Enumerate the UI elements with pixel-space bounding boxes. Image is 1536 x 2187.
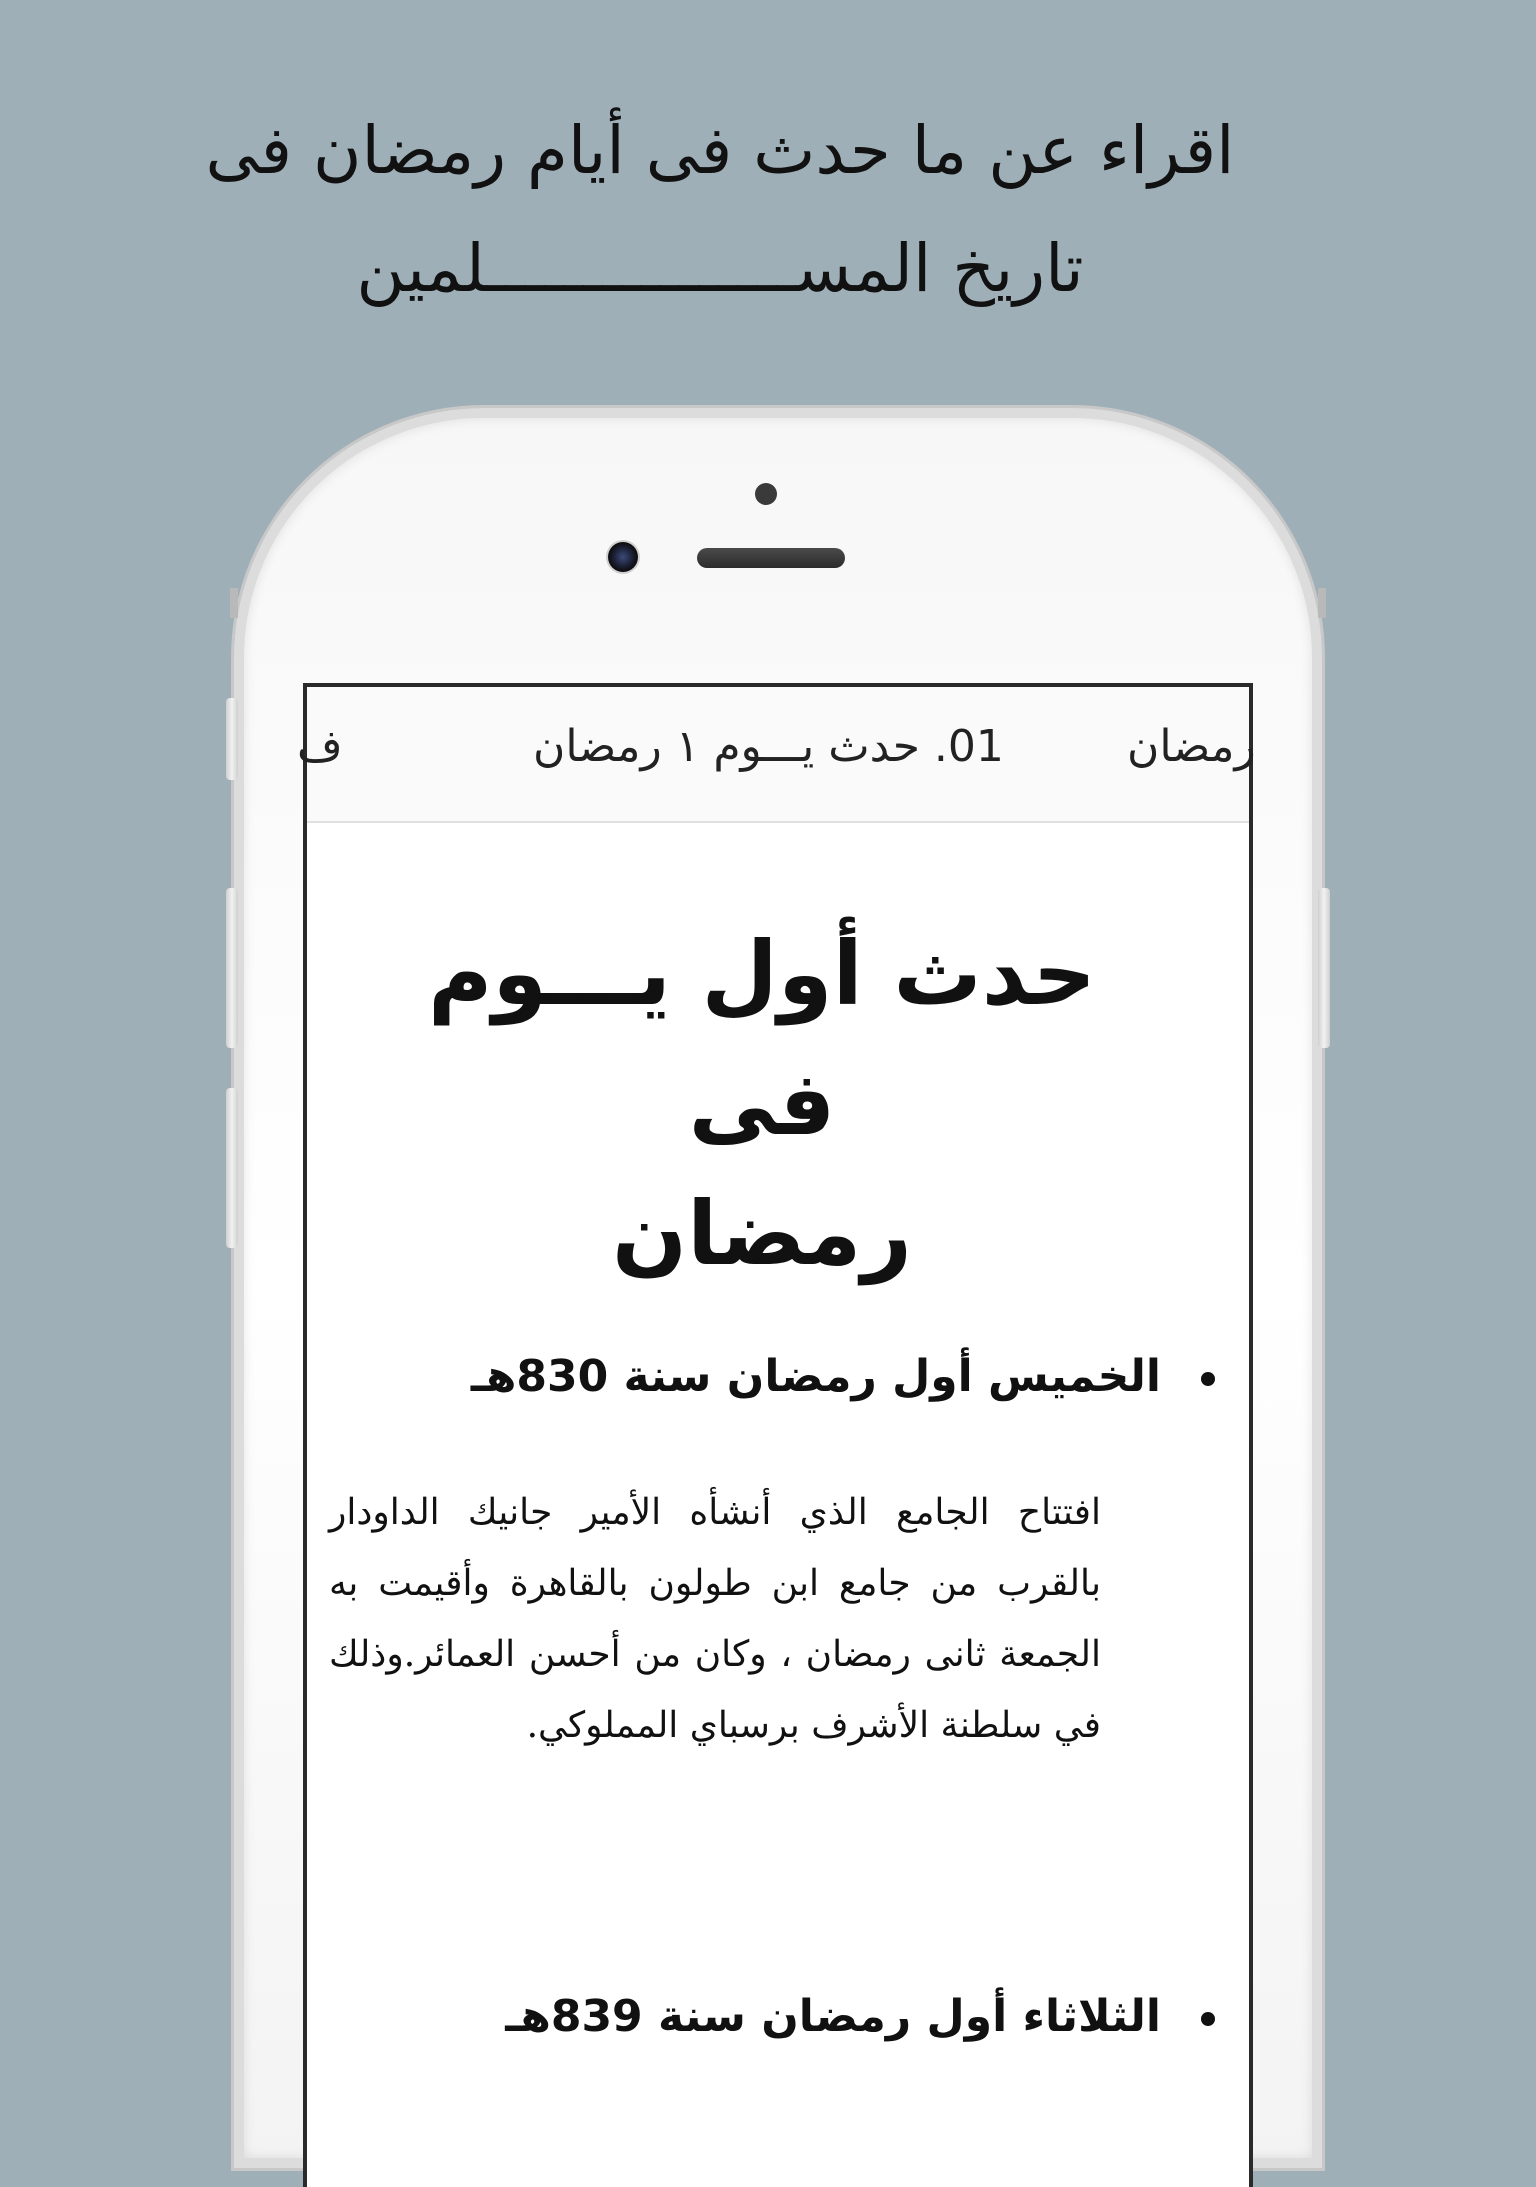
article-title-line1: حدث أول يـــوم فى — [427, 922, 1097, 1155]
entry-heading — [505, 1991, 1215, 2042]
tab-next-chapter[interactable]: ف — [297, 721, 343, 772]
tab-previous-chapter[interactable]: رمضان — [1127, 721, 1256, 772]
volume-down-button — [226, 1088, 238, 1248]
volume-up-button — [226, 888, 238, 1048]
phone-screen — [297, 683, 1256, 2187]
proximity-sensor — [755, 483, 777, 505]
tab-current-chapter[interactable]: 01. حدث يـــوم ١ رمضان — [533, 721, 1004, 772]
promo-headline-line2: تاريخ المســــــــــــــــلمين — [356, 230, 1084, 307]
front-camera-icon — [608, 542, 638, 572]
article-title-line2: رمضان — [611, 1182, 912, 1285]
antenna-band-right — [1318, 588, 1326, 618]
promo-headline-line1: اقراء عن ما حدث فى أيام رمضان فى — [205, 112, 1235, 189]
chapter-tab-bar[interactable] — [297, 687, 1256, 823]
bullet-icon — [1201, 1372, 1215, 1386]
entry-heading — [471, 1351, 1215, 1402]
earpiece-speaker — [697, 548, 845, 568]
silent-switch — [226, 698, 238, 780]
antenna-band-left — [230, 588, 238, 618]
power-button — [1318, 888, 1330, 1048]
entry-heading-text: الخميس أول رمضان سنة 830هـ — [470, 1351, 1161, 1402]
article-title — [367, 909, 1157, 1299]
bullet-icon — [1201, 2012, 1215, 2026]
entry-heading-text: الثلاثاء أول رمضان سنة 839هـ — [505, 1991, 1161, 2042]
promo-headline — [180, 92, 1260, 328]
entry-body: افتتاح الجامع الذي أنشأه الأمير جانيك الداودار بالقرب من جامع ابن طولون بالقاهرة وأقيمت به الجمعة ثانى رمضان ، وكان من أحسن العمائر.وذلك في سلطنة الأشرف برسباي المملوكي. — [329, 1492, 1102, 1746]
phone-frame — [234, 408, 1322, 2168]
